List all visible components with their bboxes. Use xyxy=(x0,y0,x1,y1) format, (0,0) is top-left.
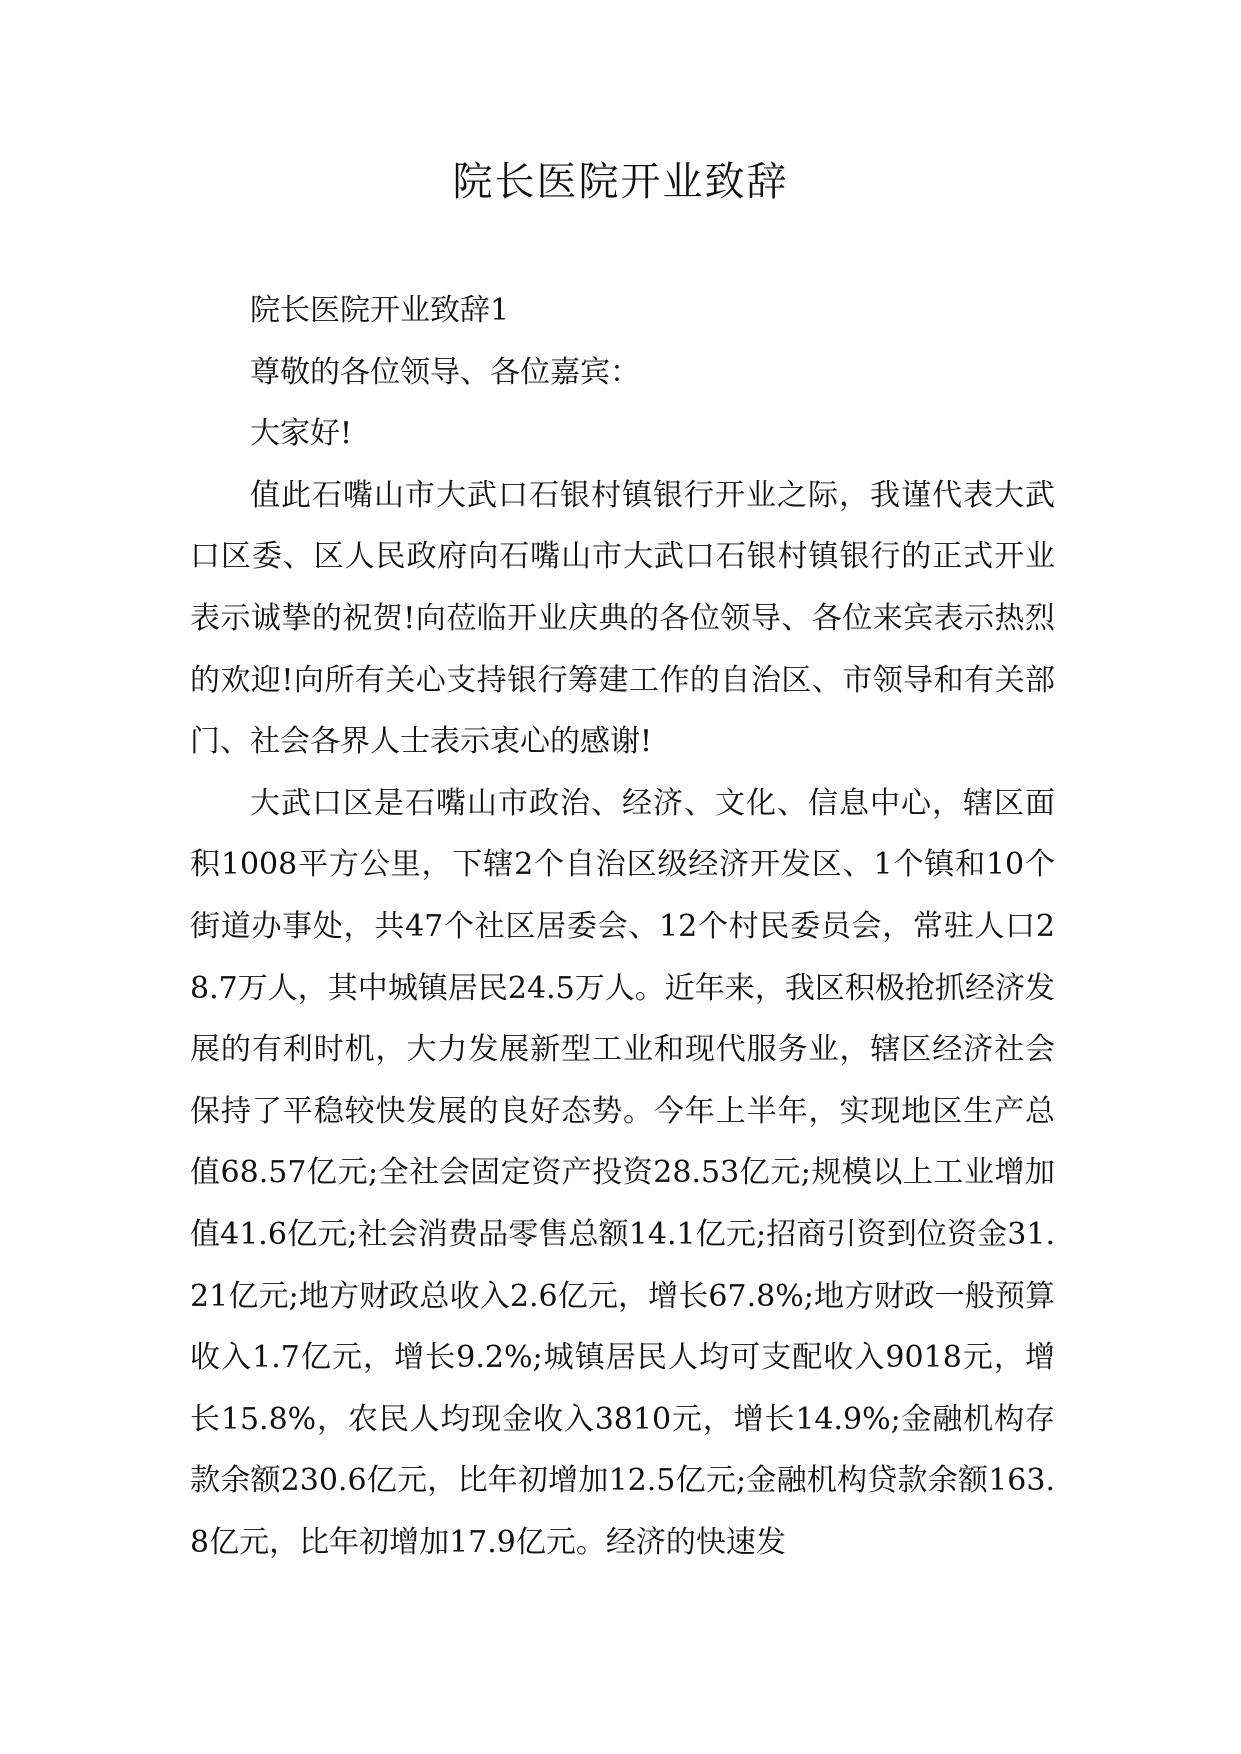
greeting-paragraph: 大家好! xyxy=(250,416,353,452)
document-body xyxy=(190,280,1055,1573)
subtitle-paragraph: 院长医院开业致辞1 xyxy=(250,293,510,328)
body-paragraph-congratulation: 值此石嘴山市大武口石银村镇银行开业之际，我谨代表大武口区委、区人民政府向石嘴山市大武口石银村镇银行的正式开业表示诚挚的祝贺!向莅临开业庆典的各位领导、各位来宾表示热烈的欢迎!向所有关心支持银行筹建工作的自治区、市领导和有关部门、社会各界人士表示衷心的感谢! xyxy=(190,477,1055,760)
document-title: 院长医院开业致辞 xyxy=(452,159,789,205)
body-paragraph-district-overview: 大武口区是石嘴山市政治、经济、文化、信息中心，辖区面积1008平方公里，下辖2个自治区级经济开发区、1个镇和10个街道办事处，共47个社区居委会、12个村民委员会，常驻人口28.7万人，其中城镇居民24.5万人。近年来，我区积极抢抓经济发展的有利时机，大力发展新型工业和现代服务业，辖区经济社会保持了平稳较快发展的良好态势。今年上半年，实现地区生产总值68.57亿元;全社会固定资产投资28.53亿元;规模以上工业增加值41.6亿元;社会消费品零售总额14.1亿元;招商引资到位资金31.21亿元;地方财政总收入2.6亿元，增长67.8%;地方财政一般预算收入1.7亿元，增长9.2%;城镇居民人均可支配收入9018元，增长15.8%，农民人均现金收入3810元，增长14.9%;金融机构存款余额230.6亿元，比年初增加12.5亿元;金融机构贷款余额163.8亿元，比年初增加17.9亿元。经济的快速发 xyxy=(190,785,1055,1560)
salutation-paragraph: 尊敬的各位领导、各位嘉宾： xyxy=(250,354,640,390)
